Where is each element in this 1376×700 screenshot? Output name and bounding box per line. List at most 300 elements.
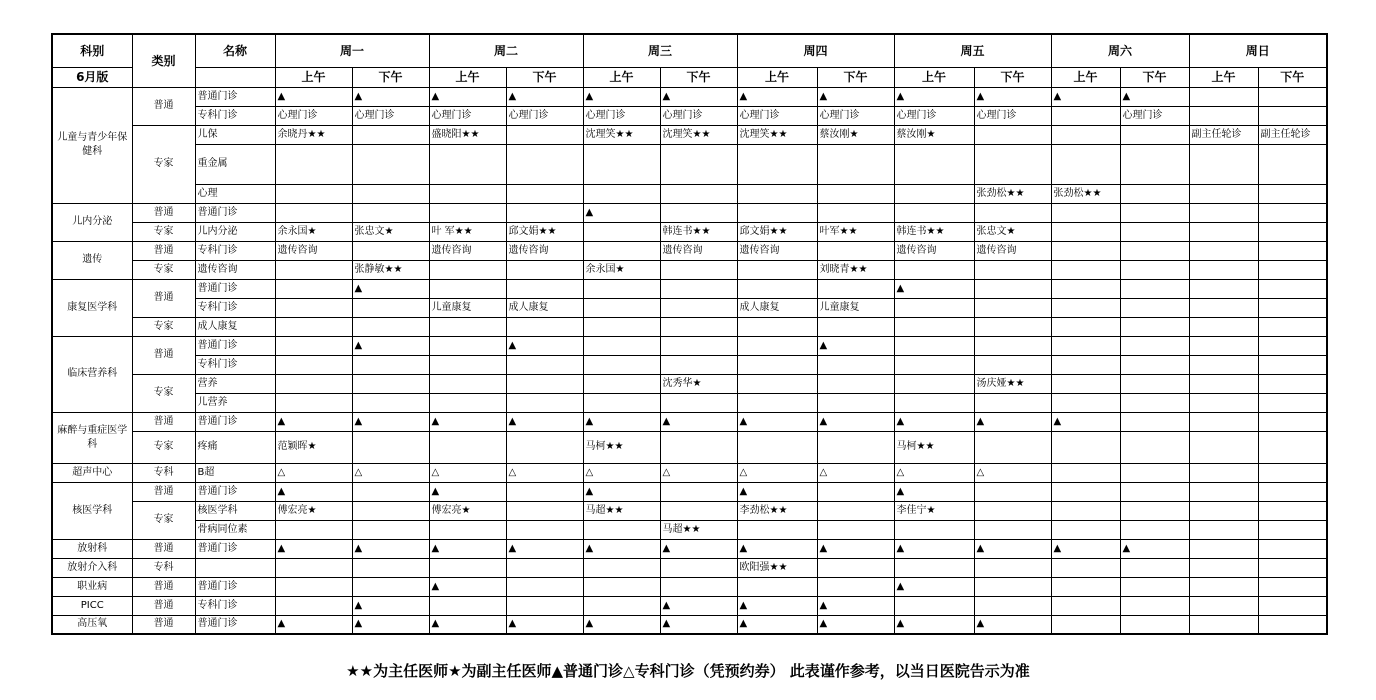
schedule-slot — [1120, 615, 1189, 634]
schedule-slot: 儿童康复 — [817, 298, 894, 317]
schedule-slot: 马柯★★ — [583, 431, 660, 463]
schedule-slot: ▲ — [506, 539, 583, 558]
clinic-name-cell: 遗传咨询 — [195, 260, 275, 279]
schedule-slot — [974, 203, 1051, 222]
legend-note: ★★为主任医师★为副主任医师▲普通门诊△专科门诊（凭预约券） 此表谨作参考，以当日医院告示为准 — [346, 662, 1030, 680]
schedule-slot — [583, 298, 660, 317]
pm-header: 下午 — [817, 67, 894, 87]
schedule-slot — [660, 144, 737, 184]
schedule-slot — [429, 336, 506, 355]
schedule-slot: ▲ — [660, 412, 737, 431]
schedule-slot — [894, 203, 974, 222]
schedule-slot — [1258, 615, 1327, 634]
table-row — [52, 241, 1327, 260]
schedule-slot: ▲ — [1120, 87, 1189, 106]
schedule-slot — [1189, 482, 1258, 501]
schedule-slot: ▲ — [660, 615, 737, 634]
schedule-slot — [894, 298, 974, 317]
schedule-slot: ▲ — [737, 87, 817, 106]
schedule-slot — [1189, 222, 1258, 241]
schedule-slot — [660, 393, 737, 412]
am-header: 上午 — [737, 67, 817, 87]
clinic-name-cell: 心理 — [195, 184, 275, 203]
schedule-slot — [1189, 106, 1258, 125]
schedule-slot: ▲ — [352, 336, 429, 355]
schedule-slot — [275, 374, 352, 393]
schedule-slot — [817, 501, 894, 520]
schedule-slot — [737, 279, 817, 298]
schedule-slot: 遗传咨询 — [429, 241, 506, 260]
schedule-slot — [660, 431, 737, 463]
schedule-slot — [660, 260, 737, 279]
clinic-type-cell: 普通 — [132, 596, 195, 615]
schedule-slot — [1051, 577, 1120, 596]
schedule-slot — [275, 558, 352, 577]
clinic-type-cell: 专科 — [132, 463, 195, 482]
schedule-slot — [817, 393, 894, 412]
schedule-slot: ▲ — [817, 87, 894, 106]
schedule-slot: 副主任轮诊 — [1258, 125, 1327, 144]
schedule-slot: ▲ — [737, 596, 817, 615]
schedule-slot — [352, 184, 429, 203]
schedule-slot — [660, 482, 737, 501]
schedule-slot: 叶军★★ — [817, 222, 894, 241]
schedule-slot — [817, 482, 894, 501]
day-header-wed: 周三 — [583, 34, 737, 67]
schedule-slot: ▲ — [583, 539, 660, 558]
pm-header: 下午 — [1120, 67, 1189, 87]
schedule-slot — [737, 374, 817, 393]
schedule-slot: 马超★★ — [660, 520, 737, 539]
table-row — [52, 317, 1327, 336]
schedule-slot: 余永国★ — [275, 222, 352, 241]
schedule-slot — [506, 558, 583, 577]
clinic-name-cell: 普通门诊 — [195, 87, 275, 106]
schedule-slot: ▲ — [429, 577, 506, 596]
schedule-slot — [583, 577, 660, 596]
schedule-slot: ▲ — [352, 615, 429, 634]
schedule-slot: ▲ — [429, 412, 506, 431]
schedule-slot — [275, 577, 352, 596]
clinic-name-cell: 专科门诊 — [195, 106, 275, 125]
schedule-slot — [817, 355, 894, 374]
clinic-type-cell: 普通 — [132, 279, 195, 317]
schedule-slot: ▲ — [894, 279, 974, 298]
schedule-slot: △ — [275, 463, 352, 482]
schedule-slot: ▲ — [583, 412, 660, 431]
schedule-slot — [1258, 577, 1327, 596]
schedule-slot — [1189, 577, 1258, 596]
schedule-slot — [1120, 501, 1189, 520]
department-cell: 遗传 — [52, 241, 132, 279]
schedule-slot — [974, 596, 1051, 615]
schedule-slot — [817, 317, 894, 336]
schedule-slot — [1258, 355, 1327, 374]
schedule-slot — [660, 501, 737, 520]
schedule-slot — [1120, 279, 1189, 298]
schedule-slot — [1189, 260, 1258, 279]
version-label: 6月版 — [52, 67, 132, 87]
am-header: 上午 — [1189, 67, 1258, 87]
schedule-slot — [1051, 355, 1120, 374]
schedule-slot: ▲ — [974, 87, 1051, 106]
table-row — [52, 501, 1327, 520]
schedule-slot — [817, 241, 894, 260]
schedule-slot — [275, 596, 352, 615]
schedule-slot: 沈理笑★★ — [660, 125, 737, 144]
schedule-slot: ▲ — [429, 539, 506, 558]
schedule-slot: 张忠文★ — [974, 222, 1051, 241]
schedule-slot — [1258, 520, 1327, 539]
schedule-slot — [352, 558, 429, 577]
schedule-slot — [429, 558, 506, 577]
department-cell: 高压氧 — [52, 615, 132, 634]
clinic-name-cell: 骨病同位素 — [195, 520, 275, 539]
schedule-slot: 成人康复 — [737, 298, 817, 317]
schedule-slot: 叶 军★★ — [429, 222, 506, 241]
schedule-slot — [974, 298, 1051, 317]
department-cell: 放射介入科 — [52, 558, 132, 577]
table-row — [52, 355, 1327, 374]
schedule-slot: △ — [660, 463, 737, 482]
schedule-slot — [894, 520, 974, 539]
schedule-slot — [1189, 184, 1258, 203]
schedule-slot — [352, 577, 429, 596]
schedule-slot — [1258, 260, 1327, 279]
table-row — [52, 463, 1327, 482]
schedule-slot — [583, 184, 660, 203]
table-row — [52, 393, 1327, 412]
schedule-slot — [1120, 412, 1189, 431]
am-header: 上午 — [1051, 67, 1120, 87]
schedule-slot — [1120, 317, 1189, 336]
schedule-slot — [894, 558, 974, 577]
schedule-slot: ▲ — [660, 539, 737, 558]
schedule-slot — [660, 279, 737, 298]
table-row — [52, 615, 1327, 634]
schedule-slot: 邱文娟★★ — [506, 222, 583, 241]
schedule-slot: 遗传咨询 — [660, 241, 737, 260]
schedule-slot: ▲ — [275, 539, 352, 558]
schedule-slot: 范颖晖★ — [275, 431, 352, 463]
schedule-slot: △ — [352, 463, 429, 482]
schedule-slot: ▲ — [974, 412, 1051, 431]
schedule-slot — [974, 336, 1051, 355]
schedule-slot — [974, 279, 1051, 298]
schedule-slot: 心理门诊 — [660, 106, 737, 125]
schedule-slot: 遗传咨询 — [894, 241, 974, 260]
schedule-slot: 汤庆娅★★ — [974, 374, 1051, 393]
clinic-name-cell: 营养 — [195, 374, 275, 393]
schedule-slot — [429, 431, 506, 463]
schedule-slot — [974, 125, 1051, 144]
schedule-slot — [1258, 87, 1327, 106]
schedule-slot: ▲ — [506, 336, 583, 355]
schedule-slot: ▲ — [352, 279, 429, 298]
department-cell: 麻醉与重症医学科 — [52, 412, 132, 463]
schedule-slot — [894, 355, 974, 374]
schedule-slot — [894, 336, 974, 355]
schedule-slot — [1120, 393, 1189, 412]
schedule-slot — [660, 298, 737, 317]
schedule-slot — [1120, 241, 1189, 260]
clinic-name-cell: 普通门诊 — [195, 577, 275, 596]
schedule-slot — [1051, 106, 1120, 125]
clinic-type-cell: 普通 — [132, 87, 195, 125]
schedule-slot: △ — [974, 463, 1051, 482]
schedule-slot — [1120, 144, 1189, 184]
schedule-slot — [974, 482, 1051, 501]
schedule-slot — [583, 222, 660, 241]
schedule-slot — [583, 336, 660, 355]
schedule-slot — [429, 393, 506, 412]
schedule-slot — [737, 144, 817, 184]
schedule-slot — [506, 431, 583, 463]
schedule-slot — [1051, 374, 1120, 393]
schedule-slot — [1258, 317, 1327, 336]
schedule-slot — [817, 577, 894, 596]
schedule-slot: 心理门诊 — [737, 106, 817, 125]
schedule-slot — [1258, 241, 1327, 260]
schedule-slot — [583, 144, 660, 184]
table-row — [52, 412, 1327, 431]
schedule-slot — [894, 184, 974, 203]
schedule-slot — [429, 355, 506, 374]
schedule-slot: 韩连书★★ — [660, 222, 737, 241]
schedule-slot — [1258, 374, 1327, 393]
schedule-slot: ▲ — [817, 412, 894, 431]
clinic-name-cell: 普通门诊 — [195, 336, 275, 355]
type-column-header: 类别 — [132, 34, 195, 87]
schedule-slot — [352, 241, 429, 260]
schedule-slot — [817, 279, 894, 298]
schedule-slot — [974, 558, 1051, 577]
schedule-slot — [352, 501, 429, 520]
table-row — [52, 222, 1327, 241]
schedule-slot: 张劲松★★ — [1051, 184, 1120, 203]
department-cell: 放射科 — [52, 539, 132, 558]
schedule-slot — [275, 279, 352, 298]
schedule-slot: 傅宏亮★ — [275, 501, 352, 520]
schedule-slot — [894, 596, 974, 615]
schedule-slot — [1120, 520, 1189, 539]
schedule-slot: 遗传咨询 — [506, 241, 583, 260]
name-column-header: 名称 — [195, 34, 275, 67]
schedule-slot: ▲ — [660, 87, 737, 106]
schedule-slot: 副主任轮诊 — [1189, 125, 1258, 144]
schedule-slot — [1258, 482, 1327, 501]
schedule-slot: 心理门诊 — [1120, 106, 1189, 125]
clinic-type-cell: 专家 — [132, 431, 195, 463]
schedule-slot — [1051, 482, 1120, 501]
table-row — [52, 520, 1327, 539]
schedule-slot: ▲ — [817, 596, 894, 615]
schedule-slot: ▲ — [506, 87, 583, 106]
clinic-type-cell: 专家 — [132, 374, 195, 412]
clinic-name-cell: 普通门诊 — [195, 412, 275, 431]
schedule-slot — [1051, 558, 1120, 577]
schedule-slot: ▲ — [660, 596, 737, 615]
schedule-slot — [583, 241, 660, 260]
schedule-slot — [660, 355, 737, 374]
table-row — [52, 184, 1327, 203]
schedule-slot — [1051, 336, 1120, 355]
schedule-slot — [275, 184, 352, 203]
schedule-slot — [1051, 393, 1120, 412]
schedule-slot: ▲ — [583, 482, 660, 501]
schedule-slot — [583, 374, 660, 393]
schedule-slot — [974, 317, 1051, 336]
schedule-slot — [429, 279, 506, 298]
schedule-slot — [352, 482, 429, 501]
schedule-slot — [1120, 222, 1189, 241]
schedule-slot: △ — [506, 463, 583, 482]
schedule-slot: ▲ — [817, 615, 894, 634]
schedule-slot: 余晓丹★★ — [275, 125, 352, 144]
schedule-slot — [817, 374, 894, 393]
schedule-slot: ▲ — [583, 615, 660, 634]
schedule-slot — [275, 260, 352, 279]
schedule-slot — [1258, 279, 1327, 298]
schedule-slot — [1189, 520, 1258, 539]
schedule-slot: 心理门诊 — [275, 106, 352, 125]
schedule-slot — [894, 374, 974, 393]
schedule-slot — [817, 431, 894, 463]
schedule-slot — [275, 298, 352, 317]
schedule-slot — [429, 184, 506, 203]
schedule-slot — [737, 355, 817, 374]
schedule-slot: 心理门诊 — [429, 106, 506, 125]
schedule-slot: ▲ — [894, 412, 974, 431]
schedule-slot — [1189, 463, 1258, 482]
schedule-slot: ▲ — [974, 539, 1051, 558]
schedule-slot — [1258, 463, 1327, 482]
clinic-name-cell: 普通门诊 — [195, 203, 275, 222]
schedule-slot: 蔡汝刚★ — [817, 125, 894, 144]
schedule-slot — [894, 260, 974, 279]
schedule-slot — [429, 260, 506, 279]
schedule-slot — [352, 393, 429, 412]
schedule-slot — [737, 336, 817, 355]
schedule-slot — [974, 260, 1051, 279]
clinic-name-cell: 儿保 — [195, 125, 275, 144]
schedule-slot — [660, 577, 737, 596]
clinic-type-cell: 专家 — [132, 317, 195, 336]
schedule-slot — [1258, 106, 1327, 125]
schedule-slot — [974, 393, 1051, 412]
department-cell: 职业病 — [52, 577, 132, 596]
schedule-slot — [1258, 184, 1327, 203]
schedule-slot — [1189, 596, 1258, 615]
schedule-slot — [1120, 125, 1189, 144]
am-header: 上午 — [429, 67, 506, 87]
schedule-slot — [275, 203, 352, 222]
schedule-slot — [506, 279, 583, 298]
am-header: 上午 — [275, 67, 352, 87]
clinic-name-cell: 专科门诊 — [195, 355, 275, 374]
schedule-slot: ▲ — [974, 615, 1051, 634]
schedule-slot: ▲ — [275, 615, 352, 634]
schedule-slot — [737, 431, 817, 463]
name-subheader-blank — [195, 67, 275, 87]
schedule-slot: ▲ — [583, 203, 660, 222]
schedule-slot: ▲ — [894, 482, 974, 501]
clinic-name-cell: 普通门诊 — [195, 279, 275, 298]
clinic-name-cell: 儿内分泌 — [195, 222, 275, 241]
table-row — [52, 144, 1327, 184]
header-row-days — [52, 34, 1327, 67]
schedule-slot — [660, 317, 737, 336]
clinic-type-cell: 普通 — [132, 336, 195, 374]
table-row — [52, 125, 1327, 144]
schedule-slot — [1189, 558, 1258, 577]
table-row — [52, 596, 1327, 615]
table-row — [52, 106, 1327, 125]
schedule-slot — [737, 203, 817, 222]
schedule-slot — [1120, 184, 1189, 203]
schedule-slot: 沈理笑★★ — [737, 125, 817, 144]
department-cell: 儿童与青少年保健科 — [52, 87, 132, 203]
schedule-slot — [429, 144, 506, 184]
schedule-slot — [352, 355, 429, 374]
schedule-slot — [1189, 87, 1258, 106]
clinic-name-cell: B超 — [195, 463, 275, 482]
schedule-slot — [583, 558, 660, 577]
schedule-slot — [429, 596, 506, 615]
schedule-slot: 李佳宁★ — [894, 501, 974, 520]
schedule-slot: ▲ — [429, 482, 506, 501]
schedule-slot — [660, 558, 737, 577]
schedule-slot — [817, 203, 894, 222]
schedule-slot — [974, 144, 1051, 184]
header-row-halfdays — [52, 67, 1327, 87]
day-header-fri: 周五 — [894, 34, 1051, 67]
schedule-slot — [1051, 298, 1120, 317]
day-header-sat: 周六 — [1051, 34, 1189, 67]
department-cell: 儿内分泌 — [52, 203, 132, 241]
clinic-type-cell: 专科 — [132, 558, 195, 577]
schedule-slot — [1120, 260, 1189, 279]
schedule-slot — [1258, 501, 1327, 520]
schedule-slot: △ — [429, 463, 506, 482]
schedule-slot — [737, 577, 817, 596]
schedule-slot: ▲ — [894, 615, 974, 634]
schedule-slot — [275, 144, 352, 184]
schedule-slot — [1258, 431, 1327, 463]
table-row — [52, 558, 1327, 577]
schedule-slot — [275, 355, 352, 374]
schedule-slot: 欧阳强★★ — [737, 558, 817, 577]
schedule-slot — [1120, 298, 1189, 317]
schedule-slot: ▲ — [352, 539, 429, 558]
clinic-name-cell: 重金属 — [195, 144, 275, 184]
schedule-slot — [352, 520, 429, 539]
schedule-slot: 成人康复 — [506, 298, 583, 317]
schedule-slot — [506, 482, 583, 501]
clinic-name-cell: 儿营养 — [195, 393, 275, 412]
schedule-slot — [583, 317, 660, 336]
schedule-slot — [660, 336, 737, 355]
clinic-type-cell: 普通 — [132, 615, 195, 634]
schedule-slot — [506, 596, 583, 615]
clinic-name-cell: 专科门诊 — [195, 596, 275, 615]
schedule-slot: ▲ — [275, 482, 352, 501]
schedule-slot — [429, 203, 506, 222]
schedule-slot — [1051, 501, 1120, 520]
schedule-slot: ▲ — [737, 482, 817, 501]
table-row — [52, 482, 1327, 501]
schedule-slot — [352, 144, 429, 184]
